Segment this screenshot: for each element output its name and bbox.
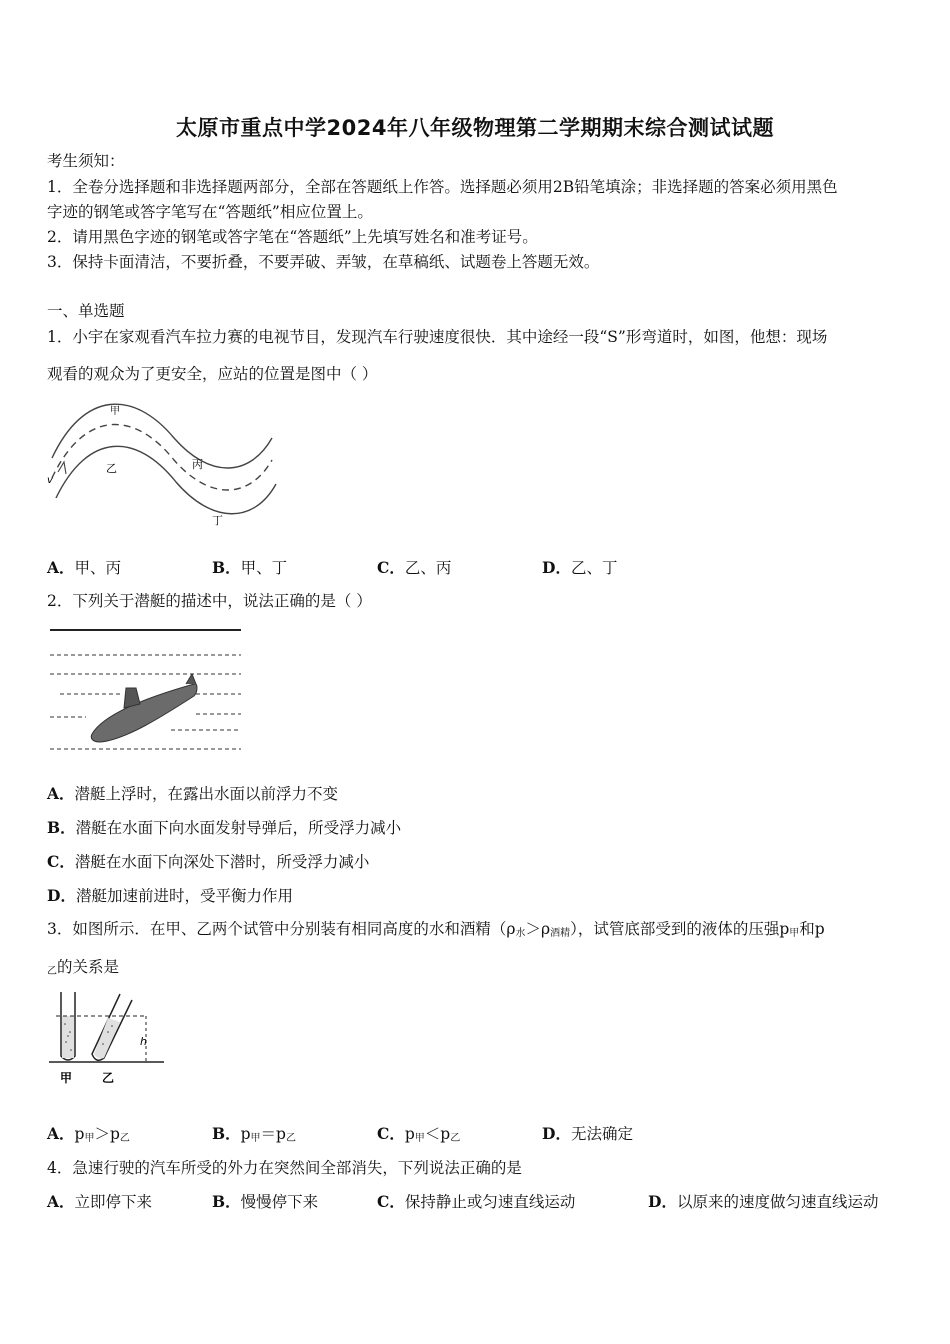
q3-stem-2: $_乙$的关系是 <box>47 958 120 977</box>
label-jia: 甲 <box>110 406 120 417</box>
notice-item-3: 3．保持卡面清洁，不要折叠，不要弄破、弄皱，在草稿纸、试题卷上答题无效。 <box>47 253 600 271</box>
q2-option-c[interactable]: C．潜艇在水面下向深处下潜时，所受浮力减小 <box>47 852 370 871</box>
label-ding: 丁 <box>212 514 223 527</box>
q4-option-a[interactable]: A．立即停下来 <box>47 1192 153 1211</box>
submarine-figure <box>46 622 246 757</box>
section-heading: 一、单选题 <box>47 302 125 320</box>
q2-option-a[interactable]: A．潜艇上浮时，在露出水面以前浮力不变 <box>47 784 339 803</box>
page-title: 太原市重点中学2024年八年级物理第二学期期末综合测试试题 <box>176 116 774 140</box>
q2-stem: 2．下列关于潜艇的描述中，说法正确的是（ ） <box>47 592 372 610</box>
q3-option-a[interactable]: A．$p_甲>p_乙$ <box>47 1124 130 1144</box>
s-curve-figure <box>44 400 279 535</box>
q3-stem-1: 3．如图所示．在甲、乙两个试管中分别装有相同高度的水和酒精$(\rho_水>\rho_{酒精})$，试管底部受到的液体的压强$p_甲$和p <box>47 920 825 939</box>
notice-heading: 考生须知： <box>47 152 125 170</box>
q3-option-c[interactable]: C．$p_甲<p_乙$ <box>377 1124 461 1144</box>
q1-option-a[interactable]: A．甲、丙 <box>47 558 122 577</box>
q3-option-b[interactable]: B．$p_甲=p_乙$ <box>212 1124 296 1144</box>
tube-yi-icon <box>92 994 132 1060</box>
q4-stem: 4．急速行驶的汽车所受的外力在突然间全部消失，下列说法正确的是 <box>47 1159 522 1177</box>
q2-option-b[interactable]: B．潜艇在水面下向水面发射导弹后，所受浮力减小 <box>47 818 402 837</box>
label-h: h <box>140 1035 147 1048</box>
label-yi: 乙 <box>106 462 117 475</box>
q4-option-d[interactable]: D．以原来的速度做匀速直线运动 <box>648 1192 879 1211</box>
q1-stem-2: 观看的观众为了更安全，应站的位置是图中（ ） <box>47 365 378 383</box>
notice-item-1b: 字迹的钢笔或答字笔写在“答题纸”相应位置上。 <box>47 203 373 221</box>
q1-option-b[interactable]: B．甲、丁 <box>212 558 288 577</box>
q3-option-d[interactable]: D．无法确定 <box>542 1124 633 1143</box>
tube-jia-icon <box>61 992 75 1060</box>
label-tube-yi: 乙 <box>102 1071 115 1085</box>
q1-stem-1: 1．小宇在家观看汽车拉力赛的电视节目，发现汽车行驶速度很快．其中途经一段“S”形弯道时，如图，他想：现场 <box>47 328 828 346</box>
notice-item-2: 2．请用黑色字迹的钢笔或答字笔在“答题纸”上先填写姓名和准考证号。 <box>47 228 538 246</box>
label-v: v <box>47 475 53 486</box>
q1-option-d[interactable]: D．乙、丁 <box>542 558 618 577</box>
q4-option-b[interactable]: B．慢慢停下来 <box>212 1192 319 1211</box>
label-tube-jia: 甲 <box>60 1071 73 1085</box>
q2-option-d[interactable]: D．潜艇加速前进时，受平衡力作用 <box>47 886 293 905</box>
notice-item-1a: 1．全卷分选择题和非选择题两部分，全部在答题纸上作答。选择题必须用2B铅笔填涂；非选择题的答案必须用黑色 <box>47 178 838 196</box>
q1-option-c[interactable]: C．乙、丙 <box>377 558 452 577</box>
test-tube-figure <box>46 988 171 1088</box>
label-bing: 丙 <box>192 458 203 471</box>
q4-option-c[interactable]: C．保持静止或匀速直线运动 <box>377 1192 576 1211</box>
submarine-icon <box>91 674 197 742</box>
